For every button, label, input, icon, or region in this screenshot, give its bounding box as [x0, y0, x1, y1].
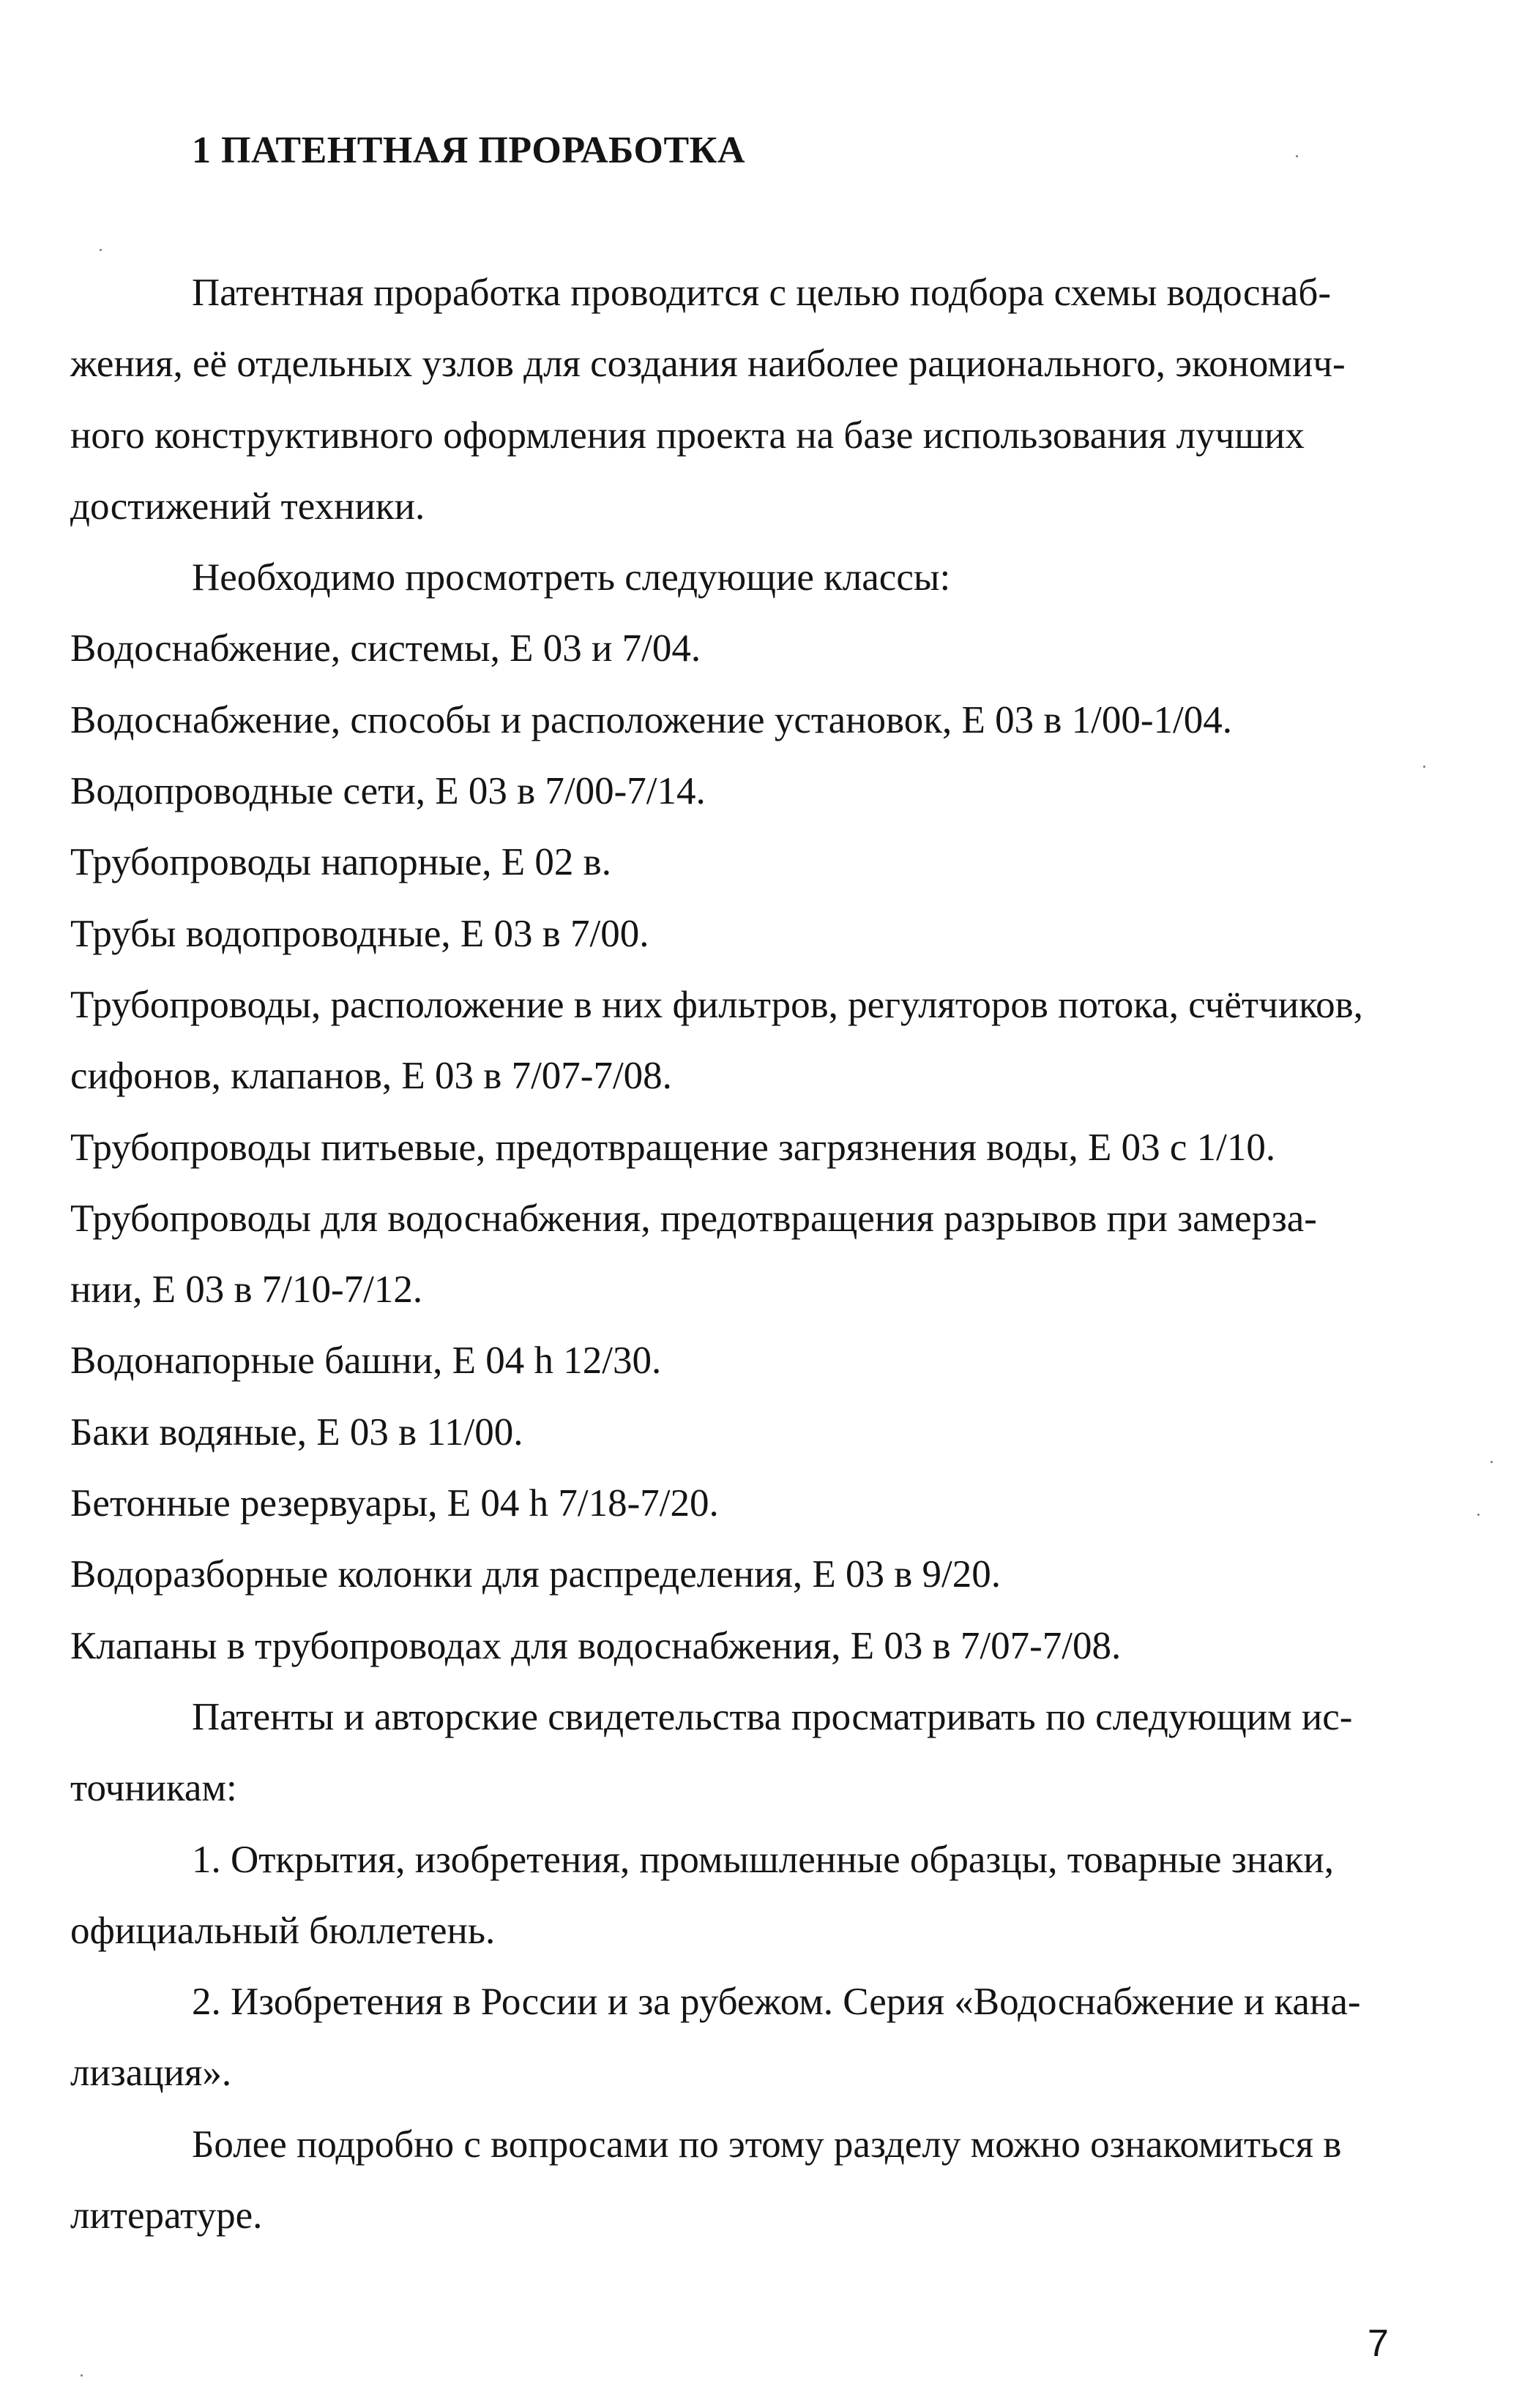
text-line: Водоснабжение, системы, Е 03 и 7/04. — [70, 627, 701, 670]
body-text — [70, 258, 1461, 2251]
text-line: Водоразборные колонки для распределения, Е 03 в 9/20. — [70, 1553, 1001, 1596]
text-line: Водонапорные башни, Е 04 h 12/30. — [70, 1339, 662, 1383]
text-line: литературе. — [70, 2194, 263, 2237]
text-line: Трубы водопроводные, Е 03 в 7/00. — [70, 912, 649, 955]
text-line: Водоснабжение, способы и расположение установок, Е 03 в 1/00-1/04. — [70, 698, 1232, 741]
scan-speck — [1423, 766, 1425, 768]
text-line: сифонов, клапанов, Е 03 в 7/07-7/08. — [70, 1055, 672, 1098]
scan-speck — [1477, 1514, 1480, 1516]
text-line: Трубопроводы для водоснабжения, предотвращения разрывов при замерза- — [70, 1197, 1317, 1240]
scan-speck — [81, 2374, 83, 2377]
section-heading: 1 ПАТЕНТНАЯ ПРОРАБОТКА — [192, 130, 745, 171]
text-line: 2. Изобретения в России и за рубежом. Серия «Водоснабжение и кана- — [192, 1981, 1361, 2024]
scan-speck — [100, 249, 102, 251]
text-line: достижений техники. — [70, 485, 425, 528]
text-line: Клапаны в трубопроводах для водоснабжения, Е 03 в 7/07-7/08. — [70, 1624, 1122, 1667]
text-line: жения, её отдельных узлов для создания наиболее рационального, экономич- — [70, 343, 1346, 386]
text-line: Трубопроводы напорные, Е 02 в. — [70, 841, 611, 884]
text-line: ного конструктивного оформления проекта на базе использования лучших — [70, 414, 1305, 457]
text-line: официальный бюллетень. — [70, 1909, 496, 1952]
text-line: точникам: — [70, 1767, 237, 1810]
text-line: лизация». — [70, 2052, 232, 2095]
text-line: Бетонные резервуары, Е 04 h 7/18-7/20. — [70, 1482, 719, 1525]
page-number: 7 — [1368, 2322, 1389, 2365]
text-line: Водопроводные сети, Е 03 в 7/00-7/14. — [70, 770, 706, 813]
text-line: Патенты и авторские свидетельства просматривать по следующим ис- — [192, 1695, 1353, 1738]
text-line: нии, Е 03 в 7/10-7/12. — [70, 1268, 423, 1312]
text-line: Баки водяные, Е 03 в 11/00. — [70, 1410, 523, 1454]
scan-speck — [1296, 155, 1298, 157]
text-line: Трубопроводы, расположение в них фильтров, регуляторов потока, счётчиков, — [70, 983, 1363, 1026]
text-line: Более подробно с вопросами по этому разделу можно ознакомиться в — [192, 2123, 1342, 2166]
text-line: Необходимо просмотреть следующие классы: — [192, 556, 951, 599]
scan-speck — [1491, 1461, 1493, 1463]
text-line: 1. Открытия, изобретения, промышленные образцы, товарные знаки, — [192, 1838, 1335, 1881]
text-line: Трубопроводы питьевые, предотвращение загрязнения воды, Е 03 с 1/10. — [70, 1126, 1276, 1169]
text-line: Патентная проработка проводится с целью подбора схемы водоснаб- — [192, 272, 1332, 314]
